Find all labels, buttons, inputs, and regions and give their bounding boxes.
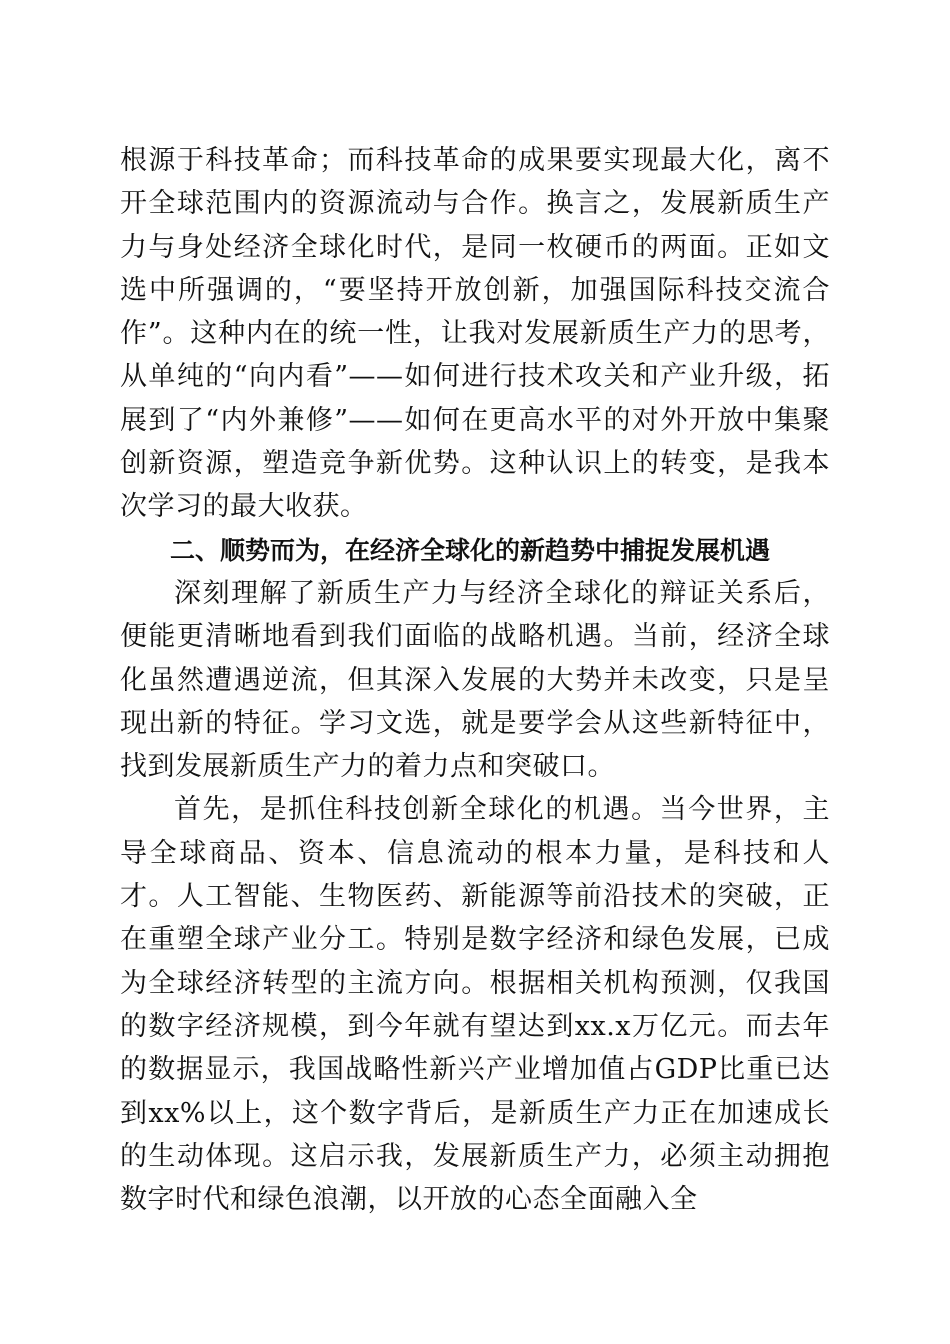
document-body (120, 139, 830, 1221)
paragraph-continuation: 根源于科技革命；而科技革命的成果要实现最大化，离不开全球范围内的资源流动与合作。换言之，发展新质生产力与身处经济全球化时代，是同一枚硬币的两面。正如文选中所强调的，“要坚持开放创新，加强国际科技交流合作”。这种内在的统一性，让我对发展新质生产力的思考，从单纯的“向内看”——如何进行技术攻关和产业升级，拓展到了“内外兼修”——如何在更高水平的对外开放中集聚创新资源，塑造竞争新优势。这种认识上的转变，是我本次学习的最大收获。 (120, 145, 830, 523)
paragraph-tech-innovation: 首先，是抓住科技创新全球化的机遇。当今世界，主导全球商品、资本、信息流动的根本力量，是科技和人才。人工智能、生物医药、新能源等前沿技术的突破，正在重塑全球产业分工。特别是数字经济和绿色发展，已成为全球经济转型的主流方向。根据相关机构预测，仅我国的数字经济规模，到今年就有望达到xx.x万亿元。而去年的数据显示，我国战略性新兴产业增加值占GDP比重已达到xx%以上，这个数字背后，是新质生产力正在加速成长的生动体现。这启示我，发展新质生产力，必须主动拥抱数字时代和绿色浪潮，以开放的心态全面融入全 (120, 794, 830, 1216)
paragraph-opportunity-intro: 深刻理解了新质生产力与经济全球化的辩证关系后，便能更清晰地看到我们面临的战略机遇。当前，经济全球化虽然遭遇逆流，但其深入发展的大势并未改变，只是呈现出新的特征。学习文选，就是要学会从这些新特征中，找到发展新质生产力的着力点和突破口。 (120, 577, 830, 783)
section-heading: 二、顺势而为，在经济全球化的新趋势中捕捉发展机遇 (170, 535, 771, 565)
